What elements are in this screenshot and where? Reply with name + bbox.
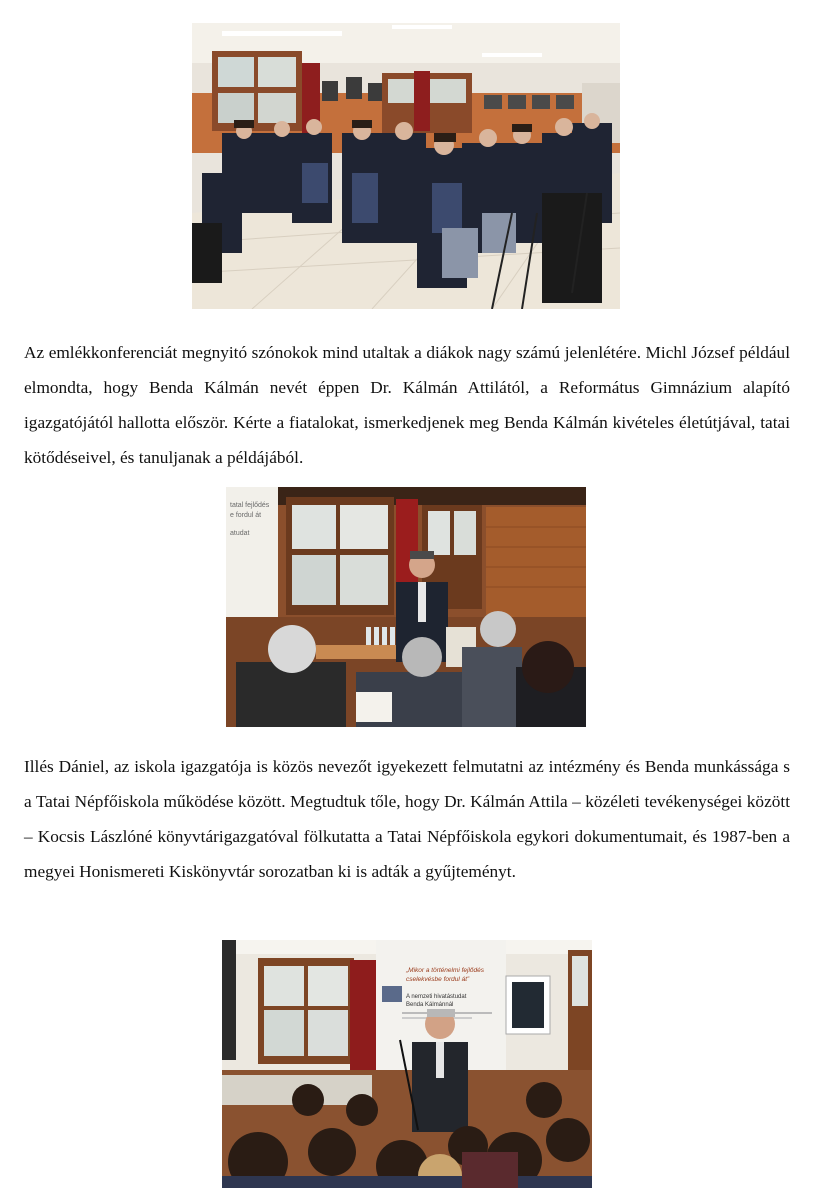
photo-audience-students-image (192, 23, 620, 309)
photo-speaker-slide-image (222, 940, 592, 1188)
slide3-title-line1: „Mikor a történelmi fejlődés (406, 967, 485, 974)
photo-speaker-podium (226, 487, 586, 727)
slide3-title-line2: cselekvésbe fordul át” (406, 976, 470, 983)
slide2-line1: tatal fejlődés (230, 502, 270, 509)
paragraph-school-director: Illés Dániel, az iskola igazgatója is közös nevezőt igyekezett felmutatni az intézmény és Benda munkássága s a Tatai Népfőiskola működése között. Megtudtuk tőle, hogy Dr. Kálmán Attila – közéleti tevékenységei között – Kocsis Lászlóné könyvtárigazgatóval fölkutatta a Tatai Népfőiskola egykori dokumentumait, és 1987-ben a megyei Honismereti Kiskönyvtár sorozatban ki is adták a gyűjteményt. (24, 757, 790, 881)
photo-speaker-slide (222, 940, 592, 1188)
slide3-subtitle-line2: Benda Kálmánnál (406, 1002, 454, 1008)
photo-audience-students (192, 23, 620, 309)
slide2-line2: e fordul át (230, 512, 262, 519)
paragraph-opening-speakers: Az emlékkonferenciát megnyitó szónokok mind utaltak a diákok nagy számú jelenlétére. Michl József például elmondta, hogy Benda Kálmán nevét éppen Dr. Kálmán Attilától, a Református Gimnázium alapító igazgatójától hallotta először. Kérte a fiatalokat, ismerkedjenek meg Benda Kálmán kivételes életútjával, tatai kötődéseivel, és tanuljanak a példájából. (24, 343, 790, 467)
slide2-line3: atudat (230, 530, 250, 537)
photo-speaker-podium-image (226, 487, 586, 727)
slide3-subtitle-line1: A nemzeti hivatástudat (406, 994, 467, 1000)
